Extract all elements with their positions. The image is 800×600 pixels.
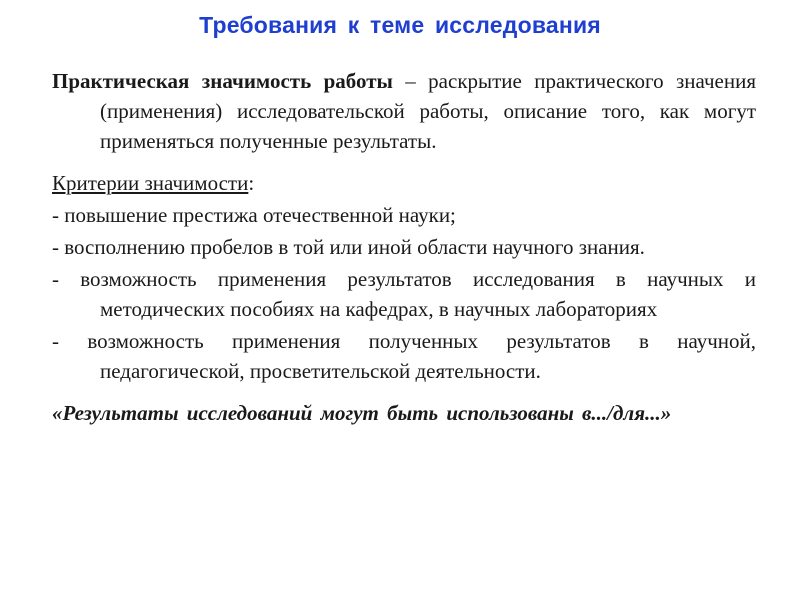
criteria-item-manuals: - возможность применения результатов исследования в научных и методических пособиях на кафедрах, в научных лабораториях bbox=[52, 267, 756, 321]
criteria-item-gaps: - восполнению пробелов в той или иной области научного знания. bbox=[52, 235, 645, 259]
definition-term: Практическая значимость работы bbox=[52, 69, 393, 93]
usage-quote: «Результаты исследований могут быть использованы в.../для...» bbox=[52, 401, 672, 425]
criteria-heading-colon: : bbox=[248, 171, 255, 195]
slide-title: Требования к теме исследования bbox=[199, 12, 601, 38]
criteria-heading-line bbox=[52, 168, 756, 198]
definition-text: – раскрытие практического значения (применения) исследовательской работы, описание того, как могут применяться полученные результаты. bbox=[100, 69, 756, 153]
criteria-item-prestige: - повышение престижа отечественной науки; bbox=[52, 203, 456, 227]
criteria-heading: Критерии значимости bbox=[52, 171, 249, 195]
slide-content bbox=[52, 66, 756, 428]
criteria-item-activity: - возможность применения полученных результатов в научной, педагогической, просветительской деятельности. bbox=[52, 329, 756, 383]
definition-paragraph bbox=[52, 66, 756, 156]
